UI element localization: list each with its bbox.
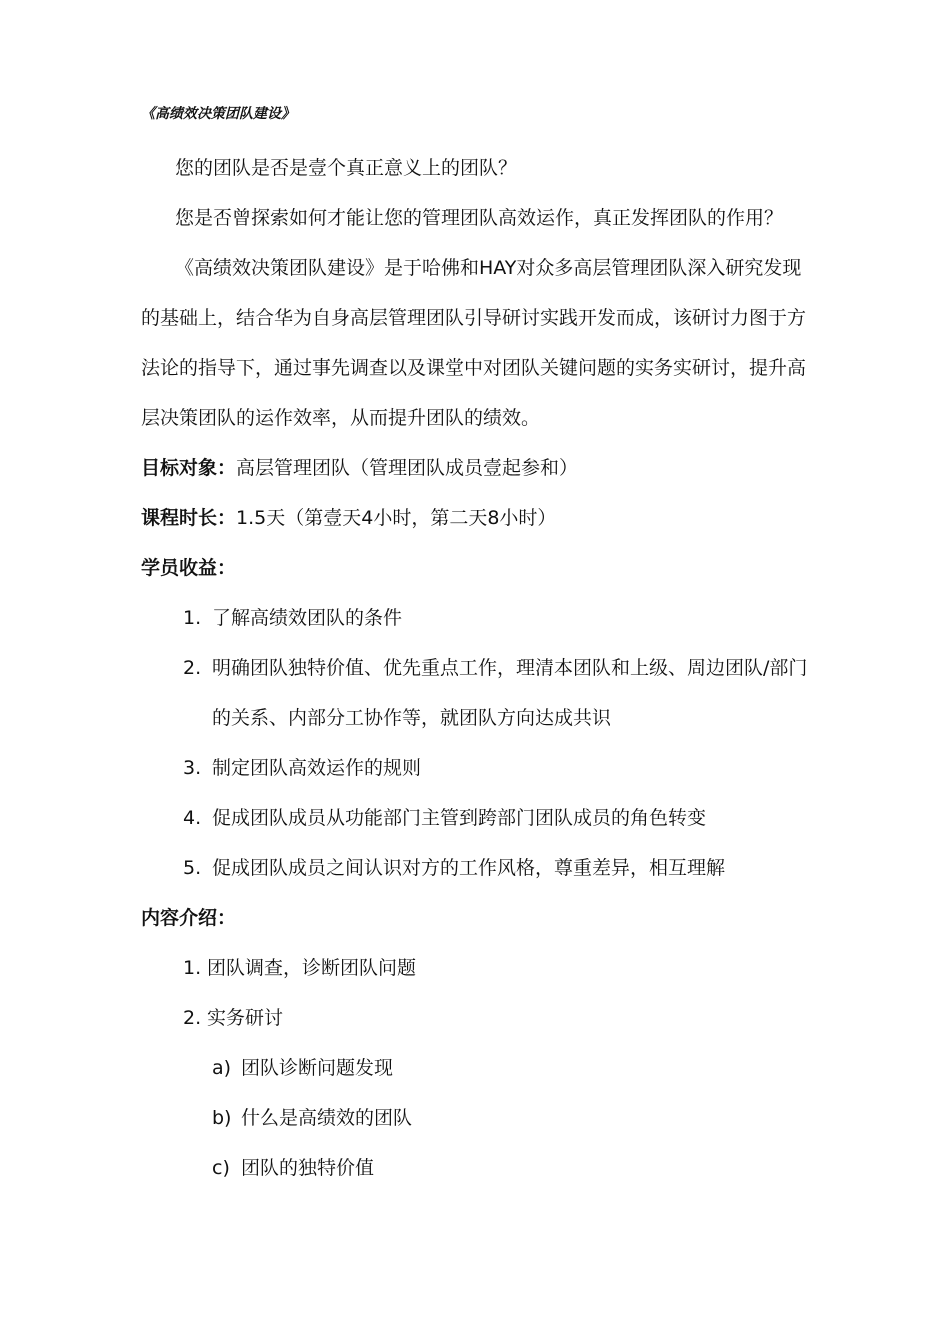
course-duration-value: 1.5天（第壹天4小时，第二天8小时） — [236, 507, 557, 529]
benefit-number: 5. — [183, 857, 202, 879]
intro-paragraph-line-2: 的基础上，结合华为自身高层管理团队引导研讨实践开发而成，该研讨力图于方 — [141, 307, 807, 329]
benefit-number: 2. — [183, 657, 202, 679]
intro-paragraph-line-3: 法论的指导下，通过事先调查以及课堂中对团队关键问题的实务实研讨，提升高 — [141, 357, 807, 379]
benefit-item: 促成团队成员之间认识对方的工作风格，尊重差异，相互理解 — [212, 857, 726, 879]
intro-question-1: 您的团队是否是壹个真正意义上的团队？ — [175, 157, 518, 179]
content-subitem-marker: b) — [212, 1107, 232, 1129]
content-heading: 内容介绍： — [141, 907, 237, 929]
benefit-item: 促成团队成员从功能部门主管到跨部门团队成员的角色转变 — [212, 807, 707, 829]
target-audience-value: 高层管理团队（管理团队成员壹起参和） — [236, 457, 579, 479]
content-subitem: 团队的独特价值 — [241, 1157, 375, 1179]
course-duration — [141, 506, 556, 530]
target-audience — [141, 456, 578, 480]
content-subitem-marker: a) — [212, 1057, 232, 1079]
benefit-item-continuation: 的关系、内部分工协作等，就团队方向达成共识 — [212, 707, 612, 729]
benefits-heading: 学员收益： — [141, 557, 237, 579]
intro-paragraph-line-1: 《高绩效决策团队建设》是于哈佛和HAY对众多高层管理团队深入研究发现 — [175, 257, 802, 279]
content-item: 团队调查，诊断团队问题 — [207, 957, 417, 979]
content-item: 实务研讨 — [207, 1007, 284, 1029]
intro-question-2: 您是否曾探索如何才能让您的管理团队高效运作，真正发挥团队的作用？ — [175, 207, 784, 229]
content-subitem: 团队诊断问题发现 — [241, 1057, 394, 1079]
benefit-item: 了解高绩效团队的条件 — [212, 607, 403, 629]
content-subitem-marker: c) — [212, 1157, 230, 1179]
content-number: 2. — [183, 1007, 202, 1029]
intro-paragraph-line-4: 层决策团队的运作效率，从而提升团队的绩效。 — [141, 407, 541, 429]
content-subitem: 什么是高绩效的团队 — [241, 1107, 413, 1129]
benefit-item: 明确团队独特价值、优先重点工作，理清本团队和上级、周边团队/部门 — [212, 657, 808, 679]
content-number: 1. — [183, 957, 202, 979]
course-duration-label: 课程时长： — [141, 507, 237, 529]
benefit-number: 3. — [183, 757, 202, 779]
target-audience-label: 目标对象： — [141, 457, 237, 479]
benefit-item: 制定团队高效运作的规则 — [212, 757, 422, 779]
benefit-number: 4. — [183, 807, 202, 829]
document-title: 《高绩效决策团队建设》 — [141, 106, 295, 122]
benefit-number: 1. — [183, 607, 202, 629]
